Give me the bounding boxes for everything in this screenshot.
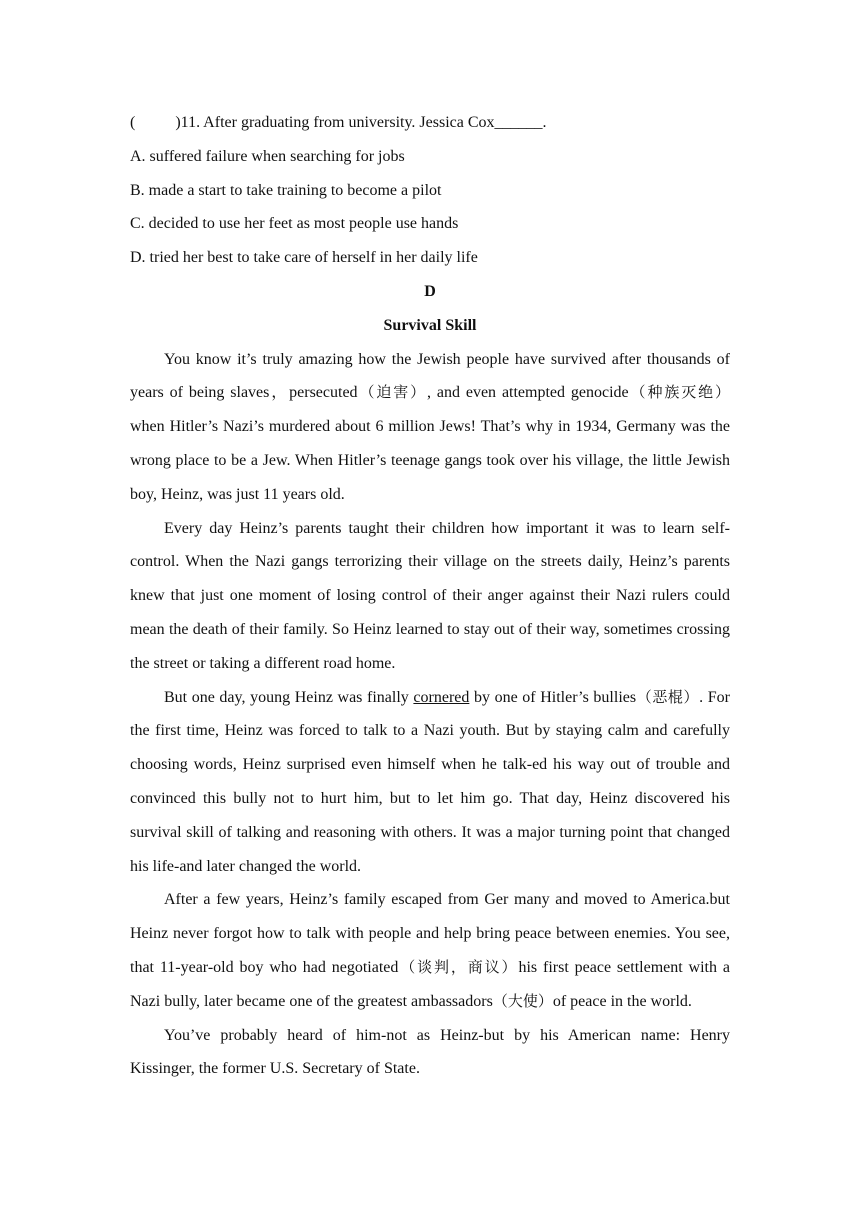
- p1-text-c: when Hitler’s Nazi’s murdered about 6 million Jews! That’s why in 1934, Germany was the wrong place to be a Jew. When Hitler’s teenage gangs took over his village, the little Jewish boy, Heinz, was just 11 years old.: [130, 418, 730, 503]
- paragraph-5: You’ve probably heard of him-not as Heinz-but by his American name: Henry Kissinger, the former U.S. Secretary of State.: [130, 1026, 730, 1078]
- p3-text-c: . For the first time, Heinz was forced to talk to a Nazi youth. But by staying calm and carefully choosing words, Heinz surprised even himself when he talk-ed his way out of trouble and convinced this bully not to hurt him, but to let him go. That day, Heinz discovered his survival skill of talking and reasoning with others. It was a major turning point that changed his life-and later changed the world.: [130, 688, 730, 875]
- option-d: D. tried her best to take care of herself in her daily life: [130, 249, 478, 267]
- p3-text-b: by one of Hitler’s bullies: [469, 688, 637, 706]
- passage-title: Survival Skill: [383, 316, 477, 334]
- p3-underlined-word: cornered: [413, 688, 470, 706]
- p1-gloss-1: （迫害）: [357, 383, 427, 402]
- p3-text-a: But one day, young Heinz was finally: [164, 688, 414, 706]
- p4-text-a: After a few years, Heinz’s family escaped from Ger many and moved to America.but Heinz never forgot how to talk with people and help bring peace between enemies. You see, that 11-year-old boy who had negotiated: [130, 891, 730, 976]
- p1-text-a: You know it’s truly amazing how the Jewish people have survived after thousands of years of being slaves，persecuted: [130, 350, 730, 402]
- option-b: B. made a start to take training to become a pilot: [130, 181, 442, 199]
- option-c: C. decided to use her feet as most people use hands: [130, 215, 459, 233]
- p1-gloss-2: （种族灭绝）: [628, 383, 730, 402]
- question-text: 11. After graduating from university. Jessica Cox______.: [180, 114, 547, 131]
- question-stem: [130, 106, 730, 140]
- p4-text-b: his first peace settlement with a Nazi bully, later became one of the greatest ambassadors: [130, 958, 730, 1010]
- option-a: A. suffered failure when searching for jobs: [130, 147, 405, 165]
- p4-gloss-2: （大使）: [492, 991, 553, 1010]
- p1-text-b: , and even attempted genocide: [426, 384, 629, 402]
- paragraph-1: [130, 343, 730, 512]
- p3-gloss-1: （恶棍）: [636, 687, 700, 706]
- paragraph-4: [130, 883, 730, 1018]
- p4-text-c: of peace in the world.: [552, 992, 692, 1010]
- answer-paren-close: ): [175, 114, 181, 131]
- p4-gloss-1: （谈判，商议）: [398, 957, 519, 976]
- section-letter: D: [424, 282, 436, 300]
- answer-paren-open: (: [130, 114, 136, 131]
- paragraph-3: [130, 681, 730, 884]
- paragraph-2: Every day Heinz’s parents taught their children how important it was to learn self-control. When the Nazi gangs terrorizing their village on the streets daily, Heinz’s parents knew that just one moment of losing control of their anger against their Nazi rulers could mean the death of their family. So Heinz learned to stay out of their way, sometimes crossing the street or taking a different road home.: [130, 519, 730, 672]
- document-page: [130, 106, 730, 1086]
